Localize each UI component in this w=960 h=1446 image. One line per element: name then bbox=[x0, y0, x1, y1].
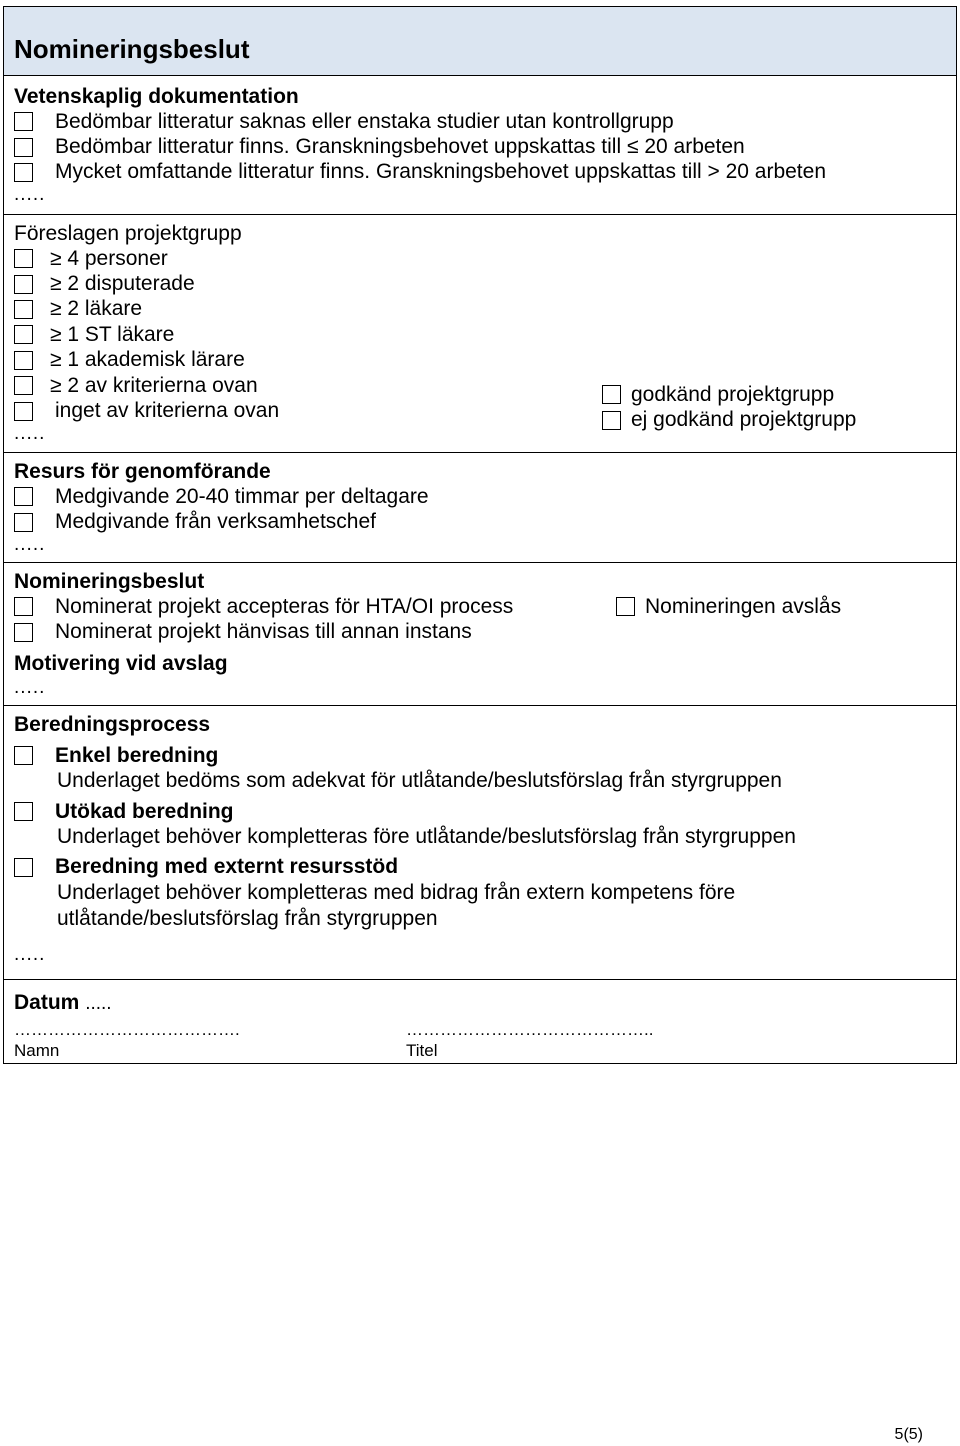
date-row bbox=[14, 990, 956, 1016]
notes-dots[interactable]: ..... bbox=[14, 422, 46, 444]
checkbox[interactable] bbox=[616, 597, 635, 616]
checkbox[interactable] bbox=[14, 325, 33, 344]
option-row bbox=[14, 109, 956, 134]
checkbox[interactable] bbox=[14, 487, 33, 506]
form-header bbox=[4, 7, 956, 76]
option-label: ≥ 2 läkare bbox=[50, 297, 143, 321]
option-label: Bedömbar litteratur saknas eller enstaka studier utan kontrollgrupp bbox=[55, 109, 674, 133]
notes-dots[interactable]: ..... bbox=[14, 944, 46, 966]
option-row bbox=[616, 594, 841, 619]
option-row bbox=[14, 246, 956, 271]
checkbox[interactable] bbox=[14, 513, 33, 532]
option-row bbox=[14, 619, 956, 644]
option-label: Nominerat projekt hänvisas till annan instans bbox=[55, 620, 472, 644]
motivering-title: Motivering vid avslag bbox=[14, 651, 228, 675]
section-projektgrupp bbox=[4, 215, 956, 453]
option-label: ≥ 1 akademisk lärare bbox=[50, 348, 245, 372]
option-description: utlåtande/beslutsförslag från styrgruppen bbox=[57, 906, 438, 930]
checkbox[interactable] bbox=[14, 112, 33, 131]
checkbox[interactable] bbox=[14, 163, 33, 182]
checkbox[interactable] bbox=[14, 402, 33, 421]
section-beslut bbox=[4, 563, 956, 706]
option-row bbox=[14, 322, 956, 347]
option-label: ≥ 1 ST läkare bbox=[50, 322, 175, 346]
option-row bbox=[14, 484, 956, 509]
option-row bbox=[14, 743, 956, 768]
option-row bbox=[14, 160, 956, 185]
checkbox[interactable] bbox=[602, 385, 621, 404]
section-title: Beredningsprocess bbox=[14, 713, 211, 736]
reject-option bbox=[616, 594, 841, 619]
option-label: godkänd projektgrupp bbox=[631, 382, 835, 406]
option-row bbox=[14, 134, 956, 159]
checkbox[interactable] bbox=[14, 275, 33, 294]
title-label: Titel bbox=[406, 1041, 438, 1060]
option-row bbox=[14, 348, 956, 373]
name-label: Namn bbox=[14, 1041, 60, 1060]
section-title: Föreslagen projektgrupp bbox=[14, 222, 242, 245]
option-label: Mycket omfattande litteratur finns. Granskningsbehovet uppskattas till > 20 arbeten bbox=[55, 160, 827, 184]
nomination-form bbox=[3, 6, 957, 1064]
option-label: Beredning med externt resursstöd bbox=[55, 855, 399, 879]
section-resurs bbox=[4, 453, 956, 563]
option-label: Enkel beredning bbox=[55, 743, 219, 767]
section-title: Nomineringsbeslut bbox=[14, 570, 205, 593]
option-row bbox=[14, 509, 956, 534]
checkbox[interactable] bbox=[14, 351, 33, 370]
option-row bbox=[14, 799, 956, 824]
section-beredning bbox=[4, 706, 956, 980]
notes-dots[interactable]: ..... bbox=[14, 676, 46, 698]
notes-dots[interactable]: ..... bbox=[14, 184, 46, 206]
title-signature-line[interactable]: …………………………………….. bbox=[406, 1020, 654, 1039]
checkbox[interactable] bbox=[14, 597, 33, 616]
checkbox[interactable] bbox=[602, 411, 621, 430]
checkbox[interactable] bbox=[14, 802, 33, 821]
notes-dots[interactable]: ..... bbox=[14, 533, 46, 555]
checkbox[interactable] bbox=[14, 249, 33, 268]
option-label: Medgivande 20-40 timmar per deltagare bbox=[55, 484, 429, 508]
approval-options bbox=[602, 382, 856, 433]
option-label: ≥ 4 personer bbox=[50, 246, 168, 270]
date-field[interactable]: ..... bbox=[85, 993, 112, 1014]
date-label: Datum bbox=[14, 991, 80, 1014]
option-label: ≥ 2 disputerade bbox=[50, 272, 195, 296]
option-row bbox=[14, 297, 956, 322]
checkbox[interactable] bbox=[14, 138, 33, 157]
option-row bbox=[14, 271, 956, 296]
option-description: Underlaget behöver kompletteras med bidrag från extern kompetens före bbox=[57, 881, 736, 905]
option-description: Underlaget behöver kompletteras före utlåtande/beslutsförslag från styrgruppen bbox=[57, 825, 796, 849]
option-label: ≥ 2 av kriterierna ovan bbox=[50, 373, 258, 397]
page-number: 5(5) bbox=[894, 1426, 923, 1443]
checkbox[interactable] bbox=[14, 376, 33, 395]
option-label: inget av kriterierna ovan bbox=[55, 399, 280, 423]
option-row bbox=[14, 855, 956, 880]
section-datum bbox=[4, 980, 956, 1063]
option-label: Nominerat projekt accepteras för HTA/OI process bbox=[55, 594, 514, 618]
checkbox[interactable] bbox=[14, 858, 33, 877]
name-signature-line[interactable]: …………………………………. bbox=[14, 1020, 240, 1039]
section-title: Vetenskaplig dokumentation bbox=[14, 85, 299, 108]
section-vetenskaplig bbox=[4, 76, 956, 215]
checkbox[interactable] bbox=[14, 300, 33, 319]
option-label: Medgivande från verksamhetschef bbox=[55, 510, 376, 534]
page-title: Nomineringsbeslut bbox=[14, 34, 250, 64]
option-row bbox=[602, 407, 856, 432]
section-title: Resurs för genomförande bbox=[14, 460, 271, 483]
option-label: Utökad beredning bbox=[55, 799, 234, 823]
option-description: Underlaget bedöms som adekvat för utlåtande/beslutsförslag från styrgruppen bbox=[57, 769, 782, 793]
checkbox[interactable] bbox=[14, 623, 33, 642]
option-label: Bedömbar litteratur finns. Granskningsbehovet uppskattas till ≤ 20 arbeten bbox=[55, 135, 745, 159]
option-label: ej godkänd projektgrupp bbox=[631, 408, 857, 432]
option-label: Nomineringen avslås bbox=[645, 594, 842, 618]
option-row bbox=[602, 382, 856, 407]
checkbox[interactable] bbox=[14, 746, 33, 765]
